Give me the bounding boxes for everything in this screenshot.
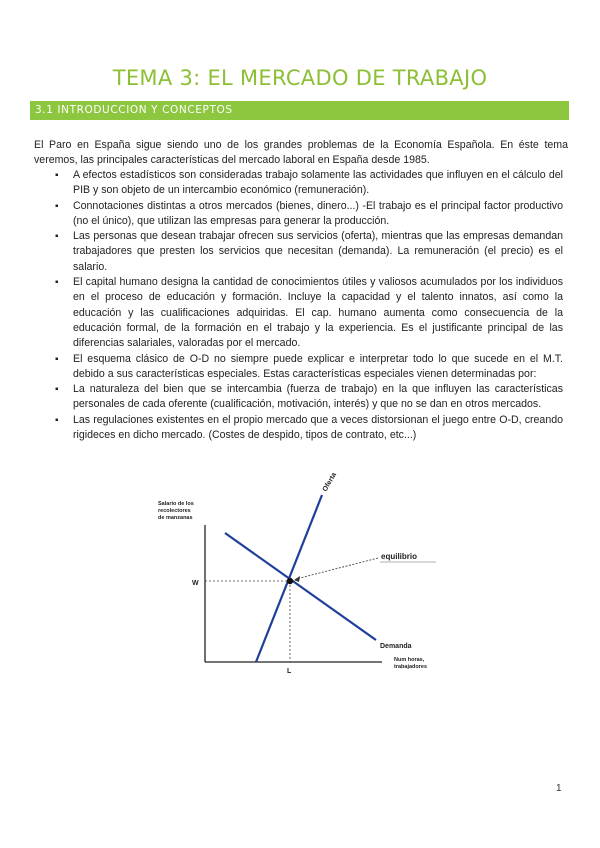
list-item: ▪ El capital humano designa la cantidad de conocimientos útiles y valiosos acumulados por los individuos en el proceso de educación y formación. Incluye la capacidad y el talento innatos, así como la educación y las cualificaciones adquiridas. El cap. humano aumenta como consecuencia de la educación formal, de la formación en el trabajo y la experiencia. Es el justificante principal de las diferencias salariales, valoradas por el mercado. <box>55 275 563 351</box>
section-header <box>30 101 569 120</box>
x-axis-label: Num horas, trabajadores <box>394 657 428 670</box>
list-item: ▪ La naturaleza del bien que se intercambia (fuerza de trabajo) en la que influyen las características personales de cada oferente (cualificación, motivación, interés) y que no se dan en otros mercados. <box>55 382 563 413</box>
list-item: ▪ Connotaciones distintas a otros mercados (bienes, dinero...) -El trabajo es el principal factor productivo (no el único), que utilizan las empresas para generar la producción. <box>55 199 563 230</box>
page-title: TEMA 3: EL MERCADO DE TRABAJO <box>112 66 488 90</box>
section-title: 3.1 INTRODUCCION Y CONCEPTOS <box>35 104 233 116</box>
supply-label: Oferta <box>321 471 339 493</box>
intro-paragraph: El Paro en España sigue siendo uno de los grandes problemas de la Economía Española. En éste tema veremos, las principales características del mercado laboral en España desde 1985. <box>34 138 568 166</box>
list-item: ▪ A efectos estadísticos son consideradas trabajo solamente las actividades que influyen en el cálculo del PIB y son objeto de un intercambio económico (remuneración). <box>55 168 563 199</box>
list-item: ▪ Las regulaciones existentes en el propio mercado que a veces distorsionan el juego entre O-D, creando rigideces en dicho mercado. (Costes de despido, tipos de contrato, etc...) <box>55 413 563 444</box>
supply-demand-chart <box>150 470 450 685</box>
equilibrium-point <box>287 578 293 584</box>
l-label: L <box>287 668 292 675</box>
w-label: W <box>192 580 199 587</box>
demand-label: Demanda <box>380 643 412 650</box>
page-number: 1 <box>556 783 562 794</box>
list-item: ▪ Las personas que desean trabajar ofrecen sus servicios (oferta), mientras que las empresas demandan trabajadores que presten los servicios que necesitan (demanda). La remuneración (el precio) es el salario. <box>55 229 563 275</box>
y-axis-label: Salario de los recolectores de manzanas <box>158 501 194 521</box>
list-item: ▪ El esquema clásico de O-D no siempre puede explicar e interpretar todo lo que sucede en el M.T. debido a sus características especiales. Estas características especiales vienen determinadas por: <box>55 352 563 383</box>
bullet-list <box>55 168 563 443</box>
arrow-head <box>294 576 300 582</box>
equilibrium-label: equilibrio <box>381 552 417 561</box>
equilibrium-arrow <box>296 558 378 579</box>
